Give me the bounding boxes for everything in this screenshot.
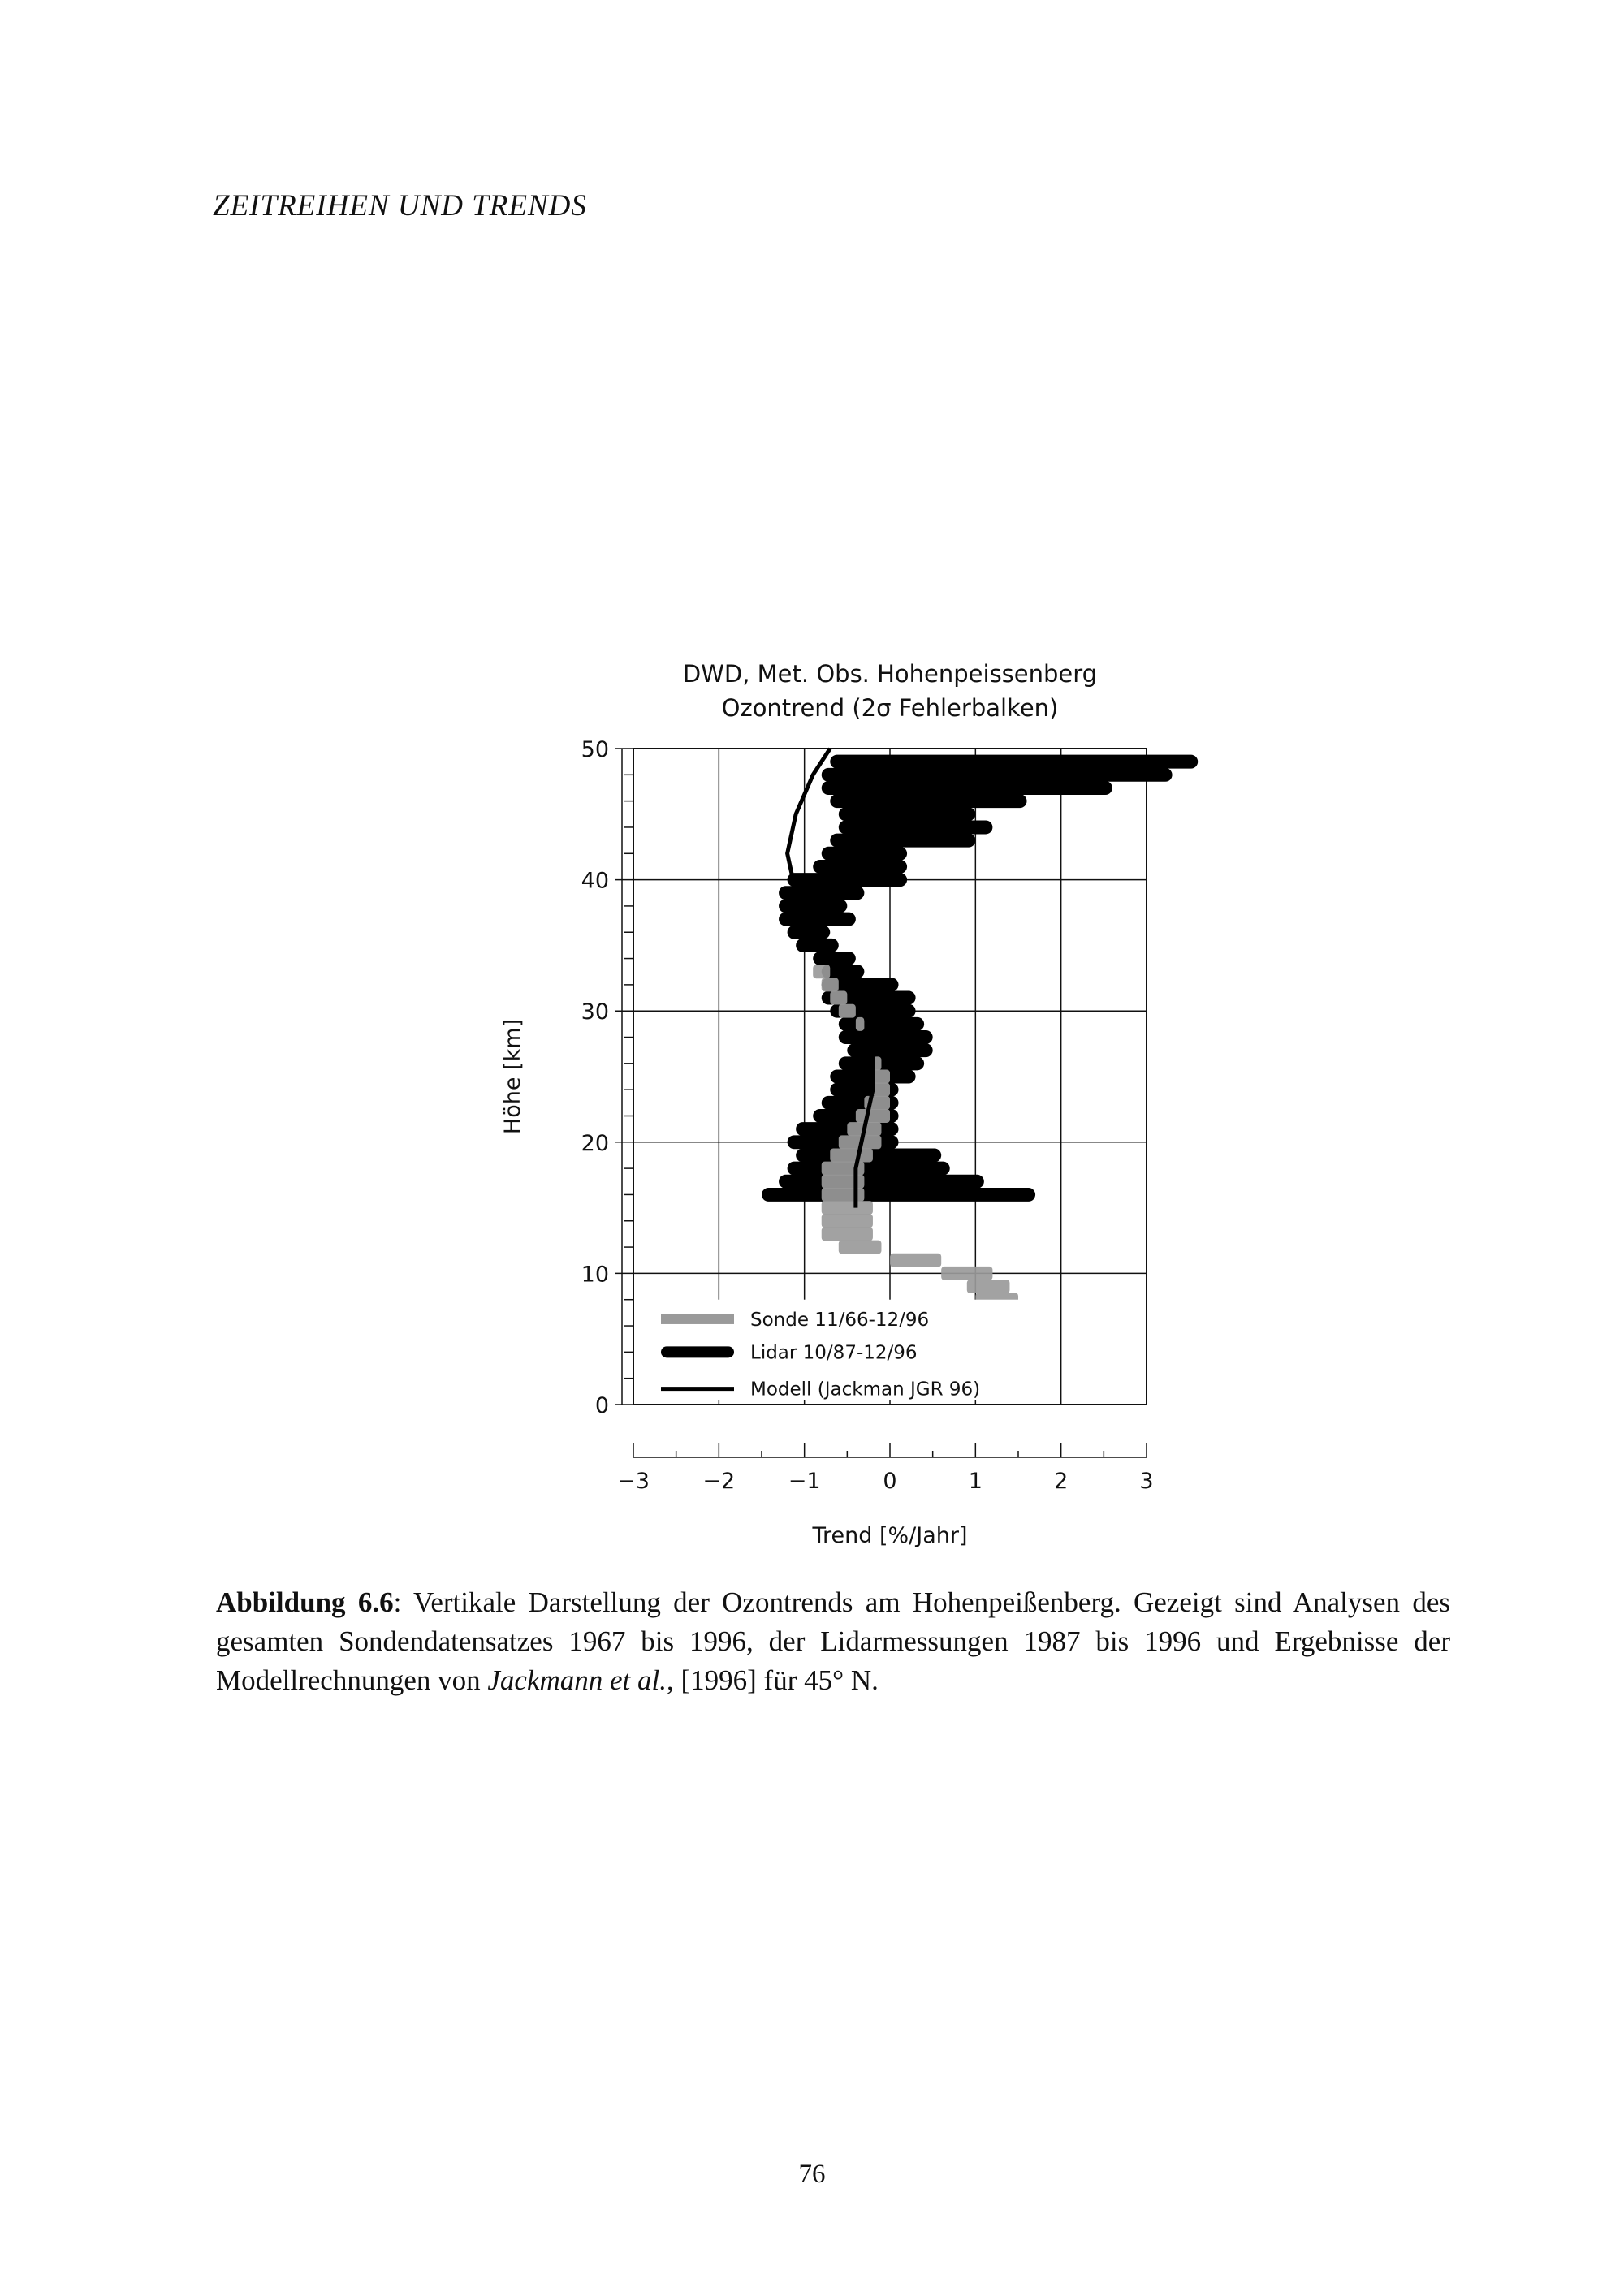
lidar-error-bar: [779, 1175, 984, 1189]
x-tick-label: 3: [1139, 1469, 1154, 1494]
y-tick-label: 50: [581, 737, 609, 762]
sonde-error-bar: [822, 1175, 865, 1189]
y-tick-label: 40: [581, 868, 609, 894]
legend-swatch-lidar: [661, 1346, 734, 1357]
chart-subtitle: Ozontrend (2σ Fehlerbalken): [721, 694, 1059, 722]
ozone-trend-chart: [487, 658, 1218, 1583]
lidar-error-bar: [839, 807, 976, 821]
lidar-error-bar: [779, 886, 864, 900]
y-tick-label: 10: [581, 1262, 609, 1288]
sonde-error-bar: [822, 1188, 865, 1202]
sonde-error-bar: [822, 978, 839, 991]
figure-caption: [216, 1583, 1450, 1700]
ozone-trend-figure: [487, 658, 1218, 1583]
y-tick-label: 20: [581, 1130, 609, 1156]
x-tick-label: −1: [788, 1469, 821, 1494]
x-tick-label: 1: [968, 1469, 983, 1494]
legend-label: Sonde 11/66-12/96: [750, 1309, 930, 1331]
sonde-error-bar: [813, 965, 830, 978]
caption-label: Abbildung 6.6: [216, 1586, 394, 1618]
sonde-error-bar: [941, 1267, 992, 1280]
sonde-error-bar: [830, 991, 847, 1005]
sonde-error-bar: [822, 1227, 873, 1241]
lidar-error-bar: [839, 1056, 924, 1070]
legend-label: Modell (Jackman JGR 96): [750, 1379, 981, 1400]
lidar-error-bar: [830, 794, 1026, 808]
lidar-error-bar: [762, 1188, 1035, 1202]
sonde-error-bar: [967, 1280, 1010, 1293]
lidar-error-bar: [788, 873, 907, 887]
x-tick-label: −2: [702, 1469, 736, 1494]
page-number: 76: [798, 2160, 826, 2189]
chart-title: DWD, Met. Obs. Hohenpeissenberg: [682, 660, 1098, 688]
sonde-error-bar: [839, 1241, 882, 1254]
lidar-error-bar: [839, 820, 993, 834]
legend-swatch-sonde: [661, 1314, 734, 1324]
sonde-error-bar: [856, 1017, 865, 1031]
caption-text-2: , [1996] für 45° N.: [667, 1664, 879, 1696]
lidar-error-bar: [847, 1043, 932, 1057]
sonde-error-bar: [839, 1004, 856, 1018]
caption-author: Jackmann et al.: [487, 1664, 667, 1696]
lidar-error-bar: [813, 860, 907, 874]
running-header: ZEITREIHEN UND TRENDS: [213, 189, 587, 222]
caption-text-1: : Vertikale Darstellung der Ozontrends am Hohenpeißenberg. Gezeigt sind Analysen des gesamten Sondendatensatzes 1967 bis 1996, der Lidarmessungen 1987 bis 1996 und Ergebnisse der Modellrechnungen von: [216, 1586, 1450, 1696]
lidar-error-bar: [779, 899, 847, 913]
lidar-error-bar: [839, 1017, 924, 1031]
sonde-error-bar: [890, 1254, 941, 1267]
x-tick-label: −3: [617, 1469, 650, 1494]
lidar-error-bar: [822, 781, 1112, 795]
sonde-error-bar: [822, 1201, 873, 1215]
sonde-error-bar: [830, 1148, 873, 1162]
x-tick-label: 0: [883, 1469, 897, 1494]
lidar-error-bar: [796, 1122, 898, 1136]
y-tick-label: 0: [594, 1393, 609, 1418]
lidar-error-bar: [830, 755, 1198, 769]
sonde-error-bar: [873, 1083, 890, 1097]
lidar-error-bar: [830, 834, 975, 848]
x-tick-label: 2: [1054, 1469, 1069, 1494]
y-tick-label: 30: [581, 999, 609, 1025]
lidar-error-bar: [839, 1030, 933, 1044]
lidar-error-bar: [822, 847, 907, 861]
lidar-error-bar: [822, 768, 1173, 782]
sonde-error-bar: [873, 1070, 890, 1084]
y-axis-label: Höhe [km]: [500, 1018, 525, 1135]
sonde-error-bar: [822, 1214, 873, 1228]
lidar-error-bar: [788, 1162, 950, 1176]
x-axis-label: Trend [%/Jahr]: [812, 1523, 968, 1548]
legend-label: Lidar 10/87-12/96: [750, 1342, 918, 1364]
lidar-error-bar: [779, 913, 856, 926]
sonde-error-bar: [856, 1109, 890, 1123]
